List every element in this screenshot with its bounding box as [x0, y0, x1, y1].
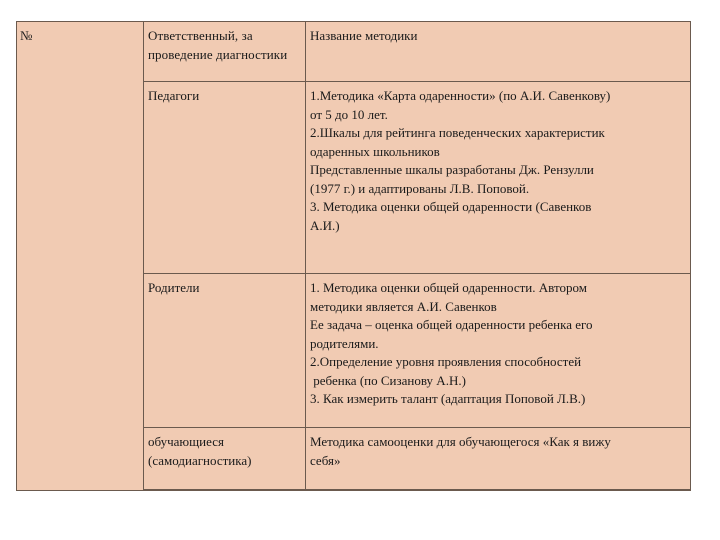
responsible-text	[144, 428, 305, 470]
table-header-row	[17, 22, 691, 82]
responsible-text: Педагоги	[148, 88, 200, 103]
method-line: Представленные шкалы разработаны Дж. Рензулли	[310, 162, 594, 177]
method-line: 1.Методика «Карта одаренности» (по А.И. Савенкову)	[310, 88, 611, 103]
method-text	[306, 82, 690, 235]
empty-cell	[144, 490, 306, 491]
method-line: родителями.	[310, 335, 379, 351]
method-line: Ее задача – оценка общей одаренности ребенка его	[310, 317, 593, 332]
diagnostics-table	[16, 21, 691, 491]
method-header: Название методики	[310, 28, 418, 43]
responsible-header: Ответственный, за проведение диагностики	[148, 28, 288, 62]
method-cell	[306, 428, 691, 490]
method-cell	[306, 274, 691, 428]
number-header: №	[20, 28, 33, 43]
responsible-header-cell	[144, 22, 306, 82]
responsible-text: Родители	[148, 280, 200, 295]
method-line: 3. Как измерить талант (адаптация Поповой Л.В.)	[310, 391, 586, 406]
method-line: одаренных школьников	[310, 143, 440, 159]
method-line: 1. Методика оценки общей одаренности. Автором	[310, 280, 587, 295]
method-line: 3. Методика оценки общей одаренности (Савенков	[310, 199, 592, 214]
method-text	[306, 428, 690, 470]
responsible-line: (самодиагностика)	[148, 452, 252, 468]
responsible-line: обучающиеся	[148, 434, 224, 449]
method-line: 2.Определение уровня проявления способностей	[310, 354, 582, 369]
number-column-cell	[17, 22, 144, 491]
method-line: ребенка (по Сизанову А.Н.)	[310, 372, 466, 388]
responsible-cell	[144, 274, 306, 428]
method-cell	[306, 82, 691, 274]
responsible-cell	[144, 82, 306, 274]
method-line: А.И.)	[310, 217, 340, 233]
method-line: 2.Шкалы для рейтинга поведенческих характеристик	[310, 125, 605, 140]
empty-cell	[306, 490, 691, 491]
method-line: (1977 г.) и адаптированы Л.В. Поповой.	[310, 180, 530, 196]
method-line: методики является А.И. Савенков	[310, 298, 497, 314]
responsible-cell	[144, 428, 306, 490]
method-header-cell	[306, 22, 691, 82]
method-line: от 5 до 10 лет.	[310, 106, 388, 122]
method-text	[306, 274, 690, 409]
method-line: Методика самооценки для обучающегося «Как я вижу	[310, 434, 611, 449]
method-line: себя»	[310, 452, 341, 468]
